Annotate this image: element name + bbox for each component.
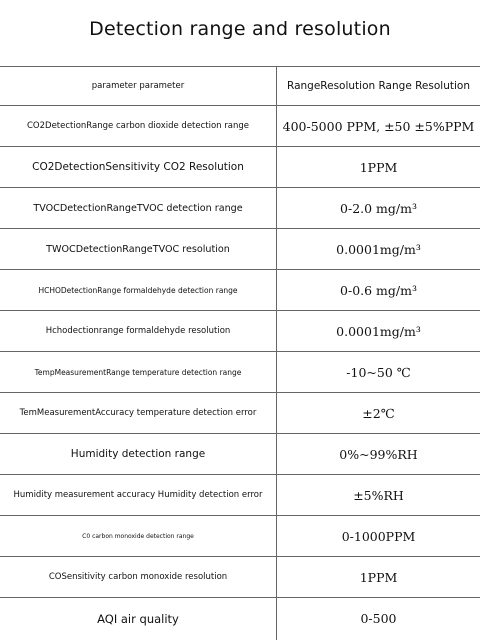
- value-cell: 0-2.0 mg/m³: [340, 200, 417, 216]
- param-cell: TemMeasurementAccuracy temperature detection error: [19, 408, 257, 418]
- table-row: [0, 106, 480, 147]
- value-cell: 1PPM: [359, 159, 398, 175]
- table-row: [0, 434, 480, 475]
- param-cell: TVOCDetectionRangeTVOC detection range: [33, 202, 243, 214]
- table-row: [0, 188, 480, 229]
- param-cell: TempMeasurementRange temperature detection range: [34, 367, 242, 377]
- page-title: Detection range and resolution: [89, 18, 391, 40]
- table-row: [0, 229, 480, 270]
- param-cell: AQI air quality: [97, 611, 179, 626]
- header-param-cell: parameter parameter: [91, 81, 185, 91]
- spec-table: [0, 66, 480, 639]
- table-row: [0, 147, 480, 188]
- table-row: [0, 311, 480, 352]
- param-cell: CO2DetectionSensitivity CO2 Resolution: [32, 161, 244, 173]
- table-row: [0, 270, 480, 311]
- table-header-row: [0, 66, 480, 106]
- value-cell: 1PPM: [359, 569, 398, 585]
- table-row: [0, 393, 480, 434]
- value-cell: 0-500: [360, 611, 397, 626]
- value-cell: 0%~99%RH: [339, 446, 418, 462]
- param-cell: TWOCDetectionRangeTVOC resolution: [46, 243, 230, 255]
- value-cell: 400-5000 PPM, ±50 ±5%PPM: [282, 118, 475, 134]
- value-cell: 0-1000PPM: [341, 528, 416, 544]
- value-cell: 0-0.6 mg/m³: [340, 282, 417, 298]
- param-cell: Humidity measurement accuracy Humidity detection error: [13, 490, 263, 500]
- header-value-cell: RangeResolution Range Resolution: [287, 80, 470, 92]
- param-cell: C0 carbon monoxide detection range: [82, 532, 194, 540]
- table-row: [0, 352, 480, 393]
- param-cell: Hchodectionrange formaldehyde resolution: [45, 326, 231, 336]
- param-cell: Humidity detection range: [70, 448, 206, 460]
- param-cell: COSensitivity carbon monoxide resolution: [48, 572, 228, 582]
- table-row: [0, 598, 480, 639]
- value-cell: ±5%RH: [353, 487, 404, 503]
- value-cell: ±2℃: [362, 405, 395, 421]
- value-cell: 0.0001mg/m³: [336, 241, 421, 257]
- param-cell: CO2DetectionRange carbon dioxide detection range: [26, 121, 249, 131]
- table-row: [0, 557, 480, 598]
- table-row: [0, 516, 480, 557]
- param-cell: HCHODetectionRange formaldehyde detection range: [38, 285, 238, 295]
- value-cell: -10~50 ℃: [346, 364, 411, 380]
- table-row: [0, 475, 480, 516]
- value-cell: 0.0001mg/m³: [336, 323, 421, 339]
